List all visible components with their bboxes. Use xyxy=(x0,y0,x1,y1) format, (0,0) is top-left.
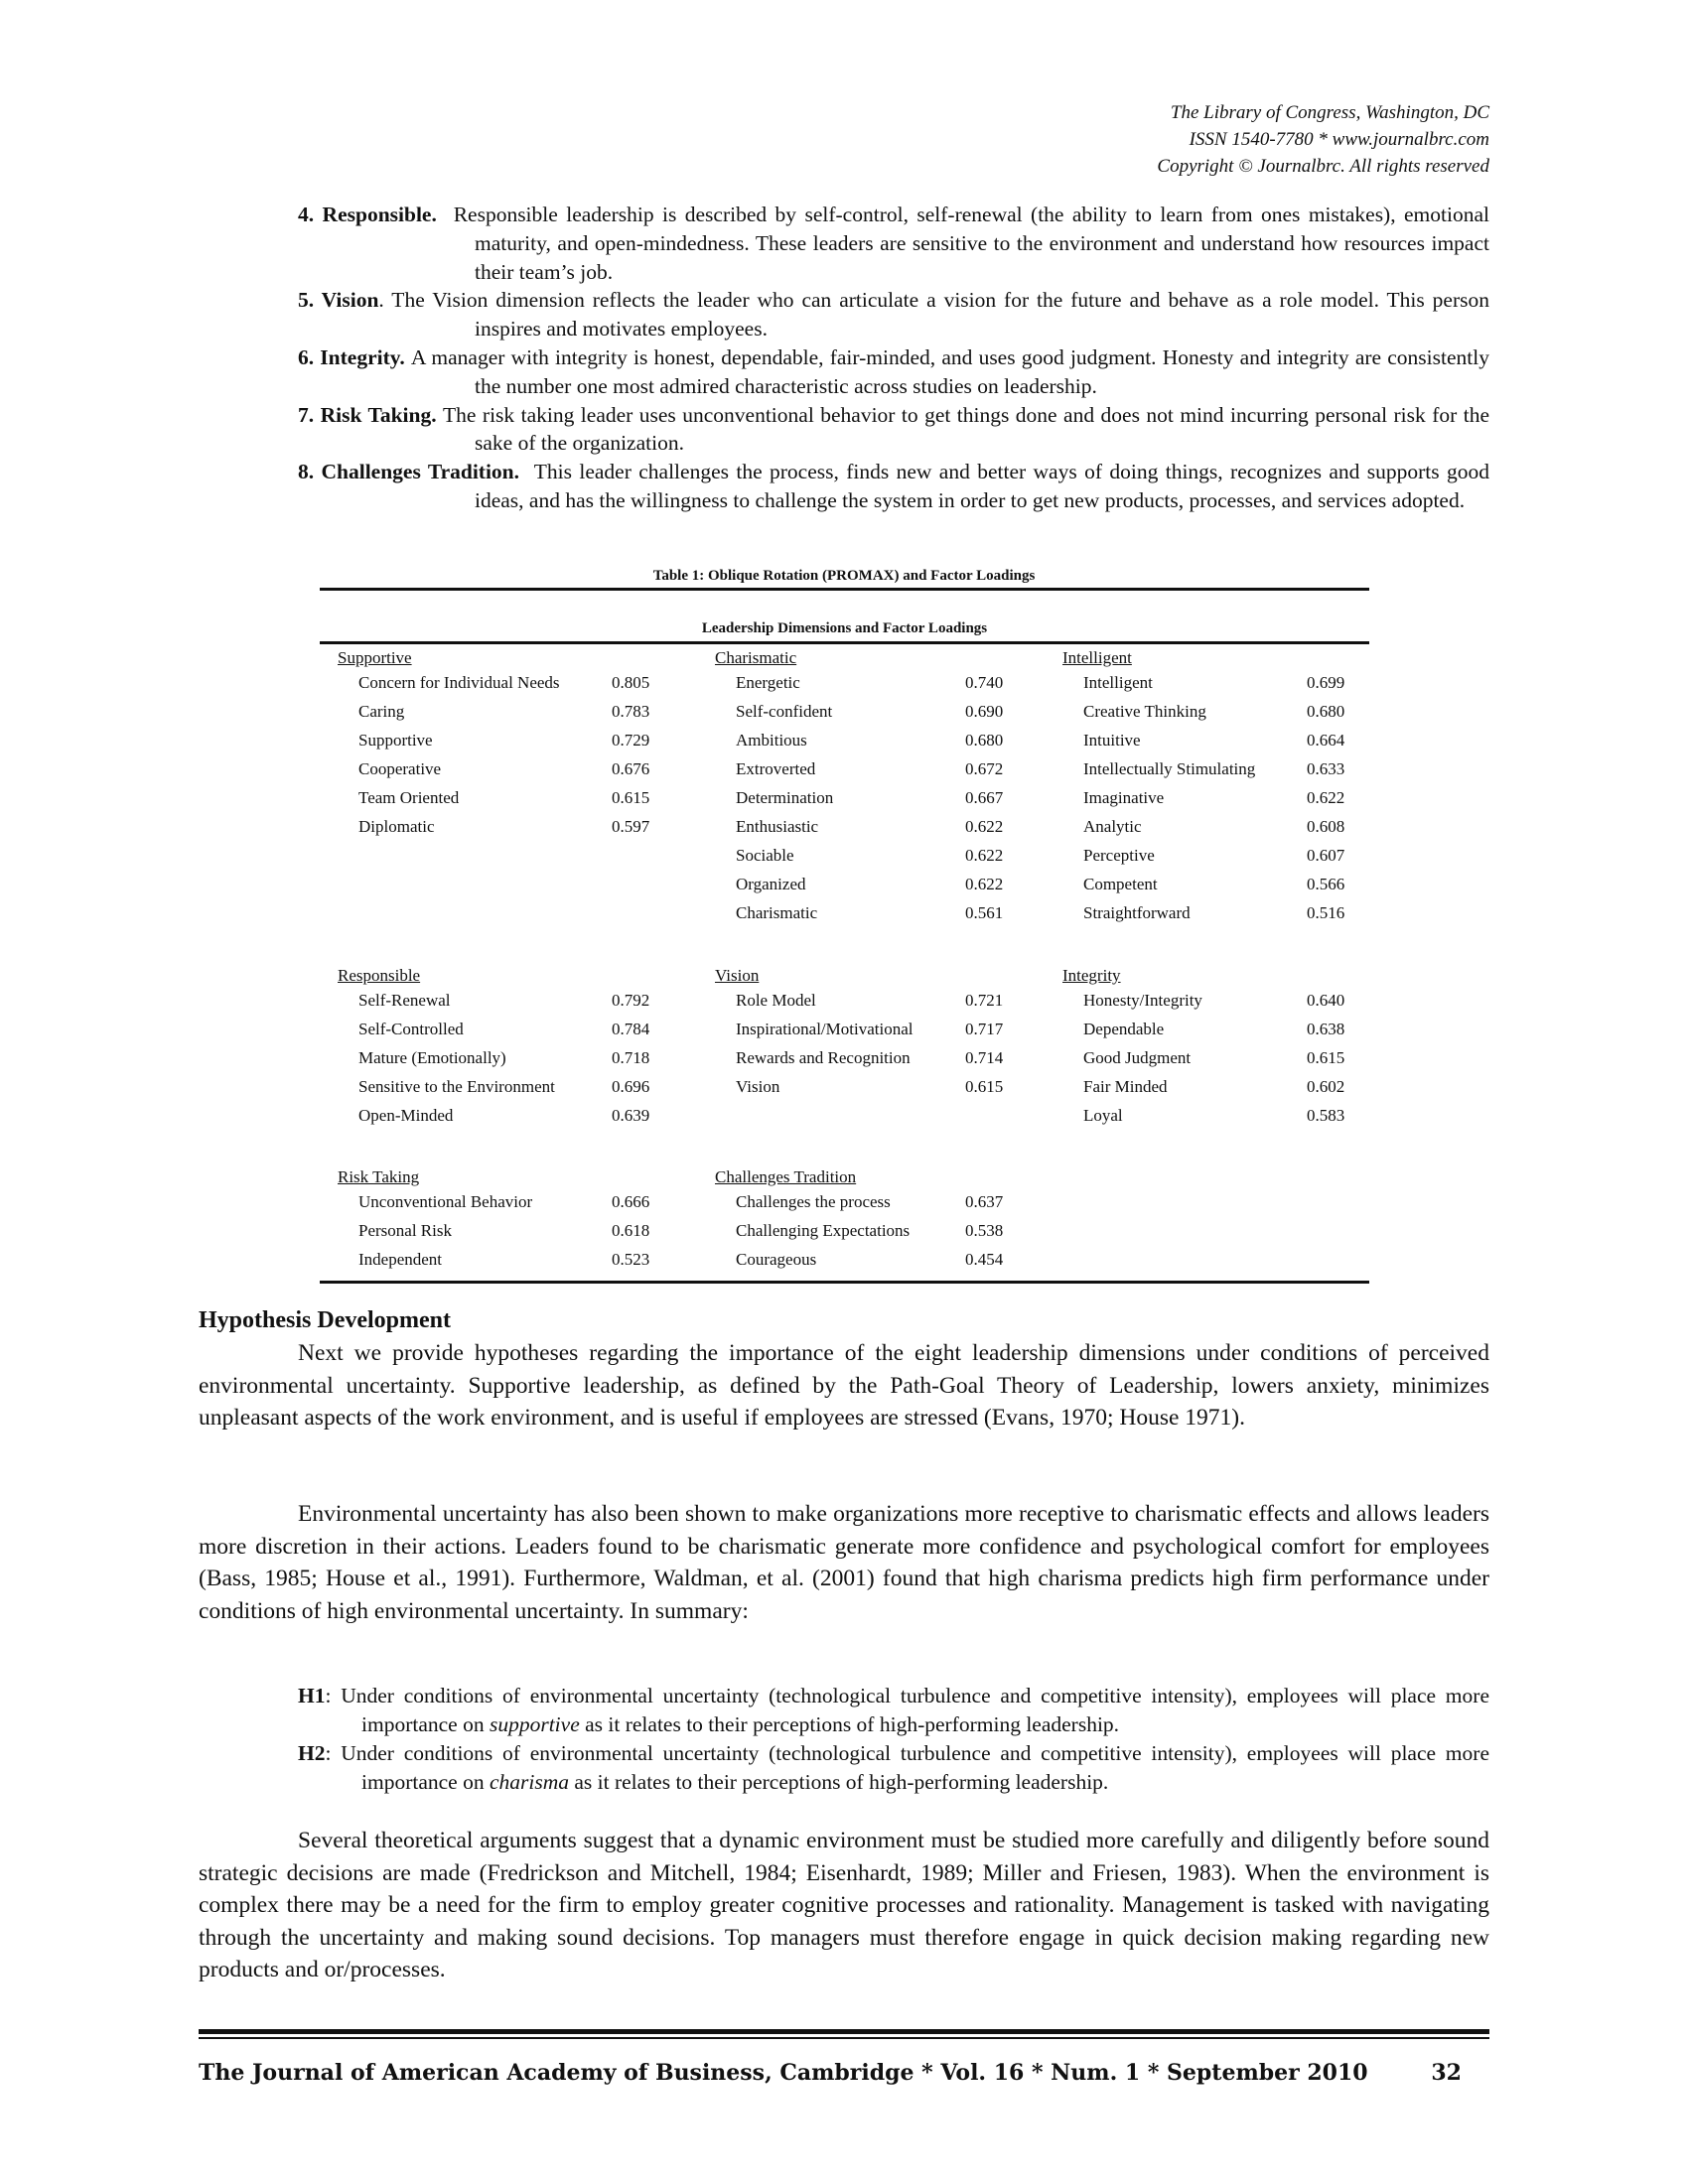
item-loading: 0.618 xyxy=(612,1221,650,1240)
factor-column-vision xyxy=(715,966,1053,1101)
table-row xyxy=(1062,841,1360,870)
factor-heading: Responsible xyxy=(338,966,421,985)
table-row xyxy=(1062,870,1360,898)
footer-rule-thin xyxy=(199,2037,1489,2039)
dimension-definitions-list xyxy=(298,201,1489,515)
item-loading: 0.516 xyxy=(1307,903,1345,922)
item-loading: 0.583 xyxy=(1307,1106,1345,1125)
factor-column-challenges-tradition xyxy=(715,1167,1053,1274)
list-term: 8. Challenges Tradition. xyxy=(298,460,520,484)
item-loading: 0.566 xyxy=(1307,875,1345,893)
factor-heading: Integrity xyxy=(1062,966,1121,985)
item-label: Concern for Individual Needs xyxy=(358,673,560,692)
item-loading: 0.805 xyxy=(612,673,650,692)
list-item-responsible xyxy=(298,201,1489,286)
table-row xyxy=(715,1245,1053,1274)
table-row xyxy=(715,898,1053,927)
table-row xyxy=(338,1101,675,1130)
item-loading: 0.637 xyxy=(965,1192,1004,1211)
item-loading: 0.680 xyxy=(965,731,1004,750)
table-row xyxy=(715,754,1053,783)
body-paragraph-3: Several theoretical arguments suggest that a dynamic environment must be studied more carefully and diligently before sound strategic decisions are made (Fredrickson and Mitchell, 1984; Eisenhardt, 1989; Miller and Friesen, 1983). When the environment is complex there may be a need for the firm to employ greater cognitive processes and rationality. Management is tasked with navigating through the uncertainty and making sound decisions. Top managers must therefore engage in quick decision making regarding new products and or/processes. xyxy=(199,1828,1489,1982)
page-number: 32 xyxy=(1431,2060,1462,2086)
hypothesis-text: as it relates to their perceptions of high-performing leadership. xyxy=(569,1769,1109,1794)
item-loading: 0.454 xyxy=(965,1250,1004,1269)
item-label: Inspirational/Motivational xyxy=(736,1020,914,1038)
table-row xyxy=(338,1043,675,1072)
running-header xyxy=(894,99,1489,180)
item-label: Extroverted xyxy=(736,759,816,778)
table-row xyxy=(715,1187,1053,1216)
factor-column-responsible xyxy=(338,966,675,1130)
hypothesis-text: : Under conditions of environmental uncertainty (technological turbulence and competitive intensity), employees will place more importance on xyxy=(325,1684,1489,1736)
table-header-rule xyxy=(320,641,1369,644)
item-label: Intuitive xyxy=(1083,731,1141,750)
table-row xyxy=(338,812,675,841)
hypothesis-label: H1 xyxy=(298,1684,326,1707)
item-label: Caring xyxy=(358,702,405,721)
table-row xyxy=(715,986,1053,1015)
item-loading: 0.783 xyxy=(612,702,650,721)
factor-column-charismatic xyxy=(715,648,1053,927)
item-label: Intelligent xyxy=(1083,673,1153,692)
item-label: Competent xyxy=(1083,875,1158,893)
table-row xyxy=(338,1216,675,1245)
item-label: Diplomatic xyxy=(358,817,435,836)
table-row xyxy=(338,1072,675,1101)
item-label: Team Oriented xyxy=(358,788,460,807)
item-loading: 0.561 xyxy=(965,903,1004,922)
item-loading: 0.792 xyxy=(612,991,650,1010)
item-loading: 0.538 xyxy=(965,1221,1004,1240)
table-row xyxy=(338,726,675,754)
table-row xyxy=(338,1187,675,1216)
table-row xyxy=(338,1245,675,1274)
item-label: Self-confident xyxy=(736,702,833,721)
table-row xyxy=(338,783,675,812)
item-loading: 0.717 xyxy=(965,1020,1004,1038)
list-term: 5. Vision xyxy=(298,288,379,313)
table-title: Table 1: Oblique Rotation (PROMAX) and Factor Loadings xyxy=(652,568,1036,584)
table-row xyxy=(715,870,1053,898)
item-loading: 0.667 xyxy=(965,788,1004,807)
item-label: Self-Controlled xyxy=(358,1020,464,1038)
list-text: The risk taking leader uses unconventional behavior to get things done and does not mind incurring personal risk for the sake of the organization. xyxy=(443,402,1489,456)
list-item-risk-taking xyxy=(298,401,1489,459)
factor-heading: Charismatic xyxy=(715,648,797,667)
item-label: Courageous xyxy=(736,1250,817,1269)
footer-rule-thick xyxy=(199,2029,1489,2034)
item-label: Challenges the process xyxy=(736,1192,891,1211)
item-label: Straightforward xyxy=(1083,903,1191,922)
factor-column-integrity xyxy=(1062,966,1360,1130)
table-row xyxy=(1062,726,1360,754)
item-label: Fair Minded xyxy=(1083,1077,1168,1096)
item-loading: 0.607 xyxy=(1307,846,1345,865)
table-row xyxy=(1062,1072,1360,1101)
hypothesis-label: H2 xyxy=(298,1741,326,1765)
item-label: Sociable xyxy=(736,846,794,865)
item-label: Energetic xyxy=(736,673,800,692)
item-label: Rewards and Recognition xyxy=(736,1048,911,1067)
item-label: Dependable xyxy=(1083,1020,1165,1038)
list-item-vision xyxy=(298,286,1489,343)
factor-heading: Intelligent xyxy=(1062,648,1132,667)
table-row xyxy=(338,754,675,783)
item-label: Imaginative xyxy=(1083,788,1165,807)
item-loading: 0.714 xyxy=(965,1048,1004,1067)
item-loading: 0.602 xyxy=(1307,1077,1345,1096)
table-row xyxy=(1062,1015,1360,1043)
factor-heading: Supportive xyxy=(338,648,412,667)
item-label: Good Judgment xyxy=(1083,1048,1192,1067)
item-loading: 0.615 xyxy=(612,788,650,807)
item-label: Vision xyxy=(736,1077,780,1096)
item-loading: 0.608 xyxy=(1307,817,1345,836)
table-subheading: Leadership Dimensions and Factor Loadings xyxy=(701,620,988,636)
item-label: Sensitive to the Environment xyxy=(358,1077,555,1096)
item-loading: 0.718 xyxy=(612,1048,650,1067)
item-loading: 0.615 xyxy=(965,1077,1004,1096)
item-loading: 0.672 xyxy=(965,759,1004,778)
item-loading: 0.639 xyxy=(612,1106,650,1125)
table-row xyxy=(338,1015,675,1043)
list-text: A manager with integrity is honest, dependable, fair-minded, and uses good judgment. Honesty and integrity are consistently the number one most admired characteristic across studies on leadership. xyxy=(410,344,1489,398)
item-loading: 0.664 xyxy=(1307,731,1345,750)
list-term: 6. Integrity. xyxy=(298,344,405,369)
table-row xyxy=(715,841,1053,870)
list-text: . The Vision dimension reflects the leader who can articulate a vision for the future and behave as a role model. This person inspires and motivates employees. xyxy=(378,288,1489,341)
item-loading: 0.680 xyxy=(1307,702,1345,721)
item-loading: 0.699 xyxy=(1307,673,1345,692)
list-term: 4. Responsible. xyxy=(298,203,437,226)
table-row xyxy=(1062,898,1360,927)
table-row xyxy=(1062,1101,1360,1130)
item-label: Independent xyxy=(358,1250,443,1269)
table-row xyxy=(1062,783,1360,812)
table-row xyxy=(715,812,1053,841)
journal-citation: The Journal of American Academy of Business, Cambridge * Vol. 16 * Num. 1 * September 2010 xyxy=(199,2060,1368,2086)
item-loading: 0.622 xyxy=(965,817,1004,836)
item-loading: 0.622 xyxy=(965,875,1004,893)
table-top-rule xyxy=(320,588,1369,591)
item-loading: 0.676 xyxy=(612,759,650,778)
factor-column-intelligent xyxy=(1062,648,1360,927)
item-loading: 0.740 xyxy=(965,673,1004,692)
item-label: Challenging Expectations xyxy=(736,1221,911,1240)
hypothesis-emphasis: supportive xyxy=(489,1711,580,1736)
item-label: Unconventional Behavior xyxy=(358,1192,533,1211)
list-item-challenges-tradition xyxy=(298,458,1489,515)
item-loading: 0.696 xyxy=(612,1077,650,1096)
body-paragraph-1: Next we provide hypotheses regarding the importance of the eight leadership dimensions under conditions of perceived environmental uncertainty. Supportive leadership, as defined by the Path-Goal Theory of Leadership, lowers anxiety, minimizes unpleasant aspects of the work environment, and is useful if employees are stressed (Evans, 1970; House 1971). xyxy=(199,1340,1489,1431)
item-loading: 0.640 xyxy=(1307,991,1345,1010)
item-loading: 0.523 xyxy=(612,1250,650,1269)
table-row xyxy=(1062,754,1360,783)
table-row xyxy=(1062,668,1360,697)
hypothesis-h2 xyxy=(298,1739,1489,1797)
table-row xyxy=(715,1072,1053,1101)
item-label: Supportive xyxy=(358,731,433,750)
table-row xyxy=(1062,986,1360,1015)
table-row xyxy=(715,726,1053,754)
item-loading: 0.638 xyxy=(1307,1020,1345,1038)
header-line-2: ISSN 1540-7780 * www.journalbrc.com xyxy=(1189,129,1489,150)
item-label: Charismatic xyxy=(736,903,818,922)
item-label: Creative Thinking xyxy=(1083,702,1206,721)
list-text: Responsible leadership is described by self-control, self-renewal (the ability to learn from ones mistakes), emotional maturity, and open-mindedness. These leaders are sensitive to the environment and understand how resources impact their team’s job. xyxy=(453,203,1489,284)
table-section-2 xyxy=(320,966,1369,1145)
factor-heading: Risk Taking xyxy=(338,1167,420,1186)
list-text: This leader challenges the process, finds new and better ways of doing things, recognizes and supports good ideas, and has the willingness to challenge the system in order to get new products, processes, and services adopted. xyxy=(475,460,1489,512)
item-loading: 0.784 xyxy=(612,1020,650,1038)
table-row xyxy=(715,668,1053,697)
table-row xyxy=(1062,1043,1360,1072)
hypothesis-text: : Under conditions of environmental uncertainty (technological turbulence and competitive intensity), employees will place more importance on xyxy=(325,1741,1489,1794)
factor-heading: Challenges Tradition xyxy=(715,1167,857,1186)
item-loading: 0.597 xyxy=(612,817,650,836)
item-loading: 0.622 xyxy=(1307,788,1345,807)
table-section-3 xyxy=(320,1167,1369,1282)
item-label: Loyal xyxy=(1083,1106,1123,1125)
list-item-integrity xyxy=(298,343,1489,401)
item-label: Determination xyxy=(736,788,834,807)
table-bottom-rule xyxy=(320,1281,1369,1284)
item-loading: 0.721 xyxy=(965,991,1004,1010)
item-label: Personal Risk xyxy=(358,1221,452,1240)
running-footer xyxy=(199,2060,1489,2086)
item-loading: 0.633 xyxy=(1307,759,1345,778)
item-label: Organized xyxy=(736,875,806,893)
table-row xyxy=(715,783,1053,812)
factor-heading: Vision xyxy=(715,966,760,985)
item-label: Self-Renewal xyxy=(358,991,451,1010)
table-row xyxy=(715,1043,1053,1072)
item-loading: 0.622 xyxy=(965,846,1004,865)
hypothesis-h1 xyxy=(298,1682,1489,1739)
item-label: Ambitious xyxy=(736,731,807,750)
table-row xyxy=(1062,697,1360,726)
body-paragraph-2: Environmental uncertainty has also been shown to make organizations more receptive to charismatic effects and allows leaders more discretion in their actions. Leaders found to be charismatic generate more confidence and psychological comfort for employees (Bass, 1985; House et al., 1991). Furthermore, Waldman, et al. (2001) found that high charisma predicts high firm performance under conditions of high environmental uncertainty. In summary: xyxy=(199,1501,1489,1624)
section-heading: Hypothesis Development xyxy=(199,1307,451,1333)
table-section-1 xyxy=(320,648,1369,936)
item-label: Role Model xyxy=(736,991,816,1010)
item-label: Intellectually Stimulating xyxy=(1083,759,1256,778)
item-label: Mature (Emotionally) xyxy=(358,1048,506,1067)
table-row xyxy=(338,697,675,726)
header-line-3: Copyright © Journalbrc. All rights reserved xyxy=(1157,156,1489,177)
table-row xyxy=(338,668,675,697)
factor-column-supportive xyxy=(338,648,675,841)
item-label: Open-Minded xyxy=(358,1106,454,1125)
hypothesis-emphasis: charisma xyxy=(489,1769,569,1794)
table-row xyxy=(715,1216,1053,1245)
item-loading: 0.615 xyxy=(1307,1048,1345,1067)
item-label: Perceptive xyxy=(1083,846,1155,865)
item-label: Enthusiastic xyxy=(736,817,819,836)
header-line-1: The Library of Congress, Washington, DC xyxy=(1170,102,1489,123)
list-term: 7. Risk Taking. xyxy=(298,402,437,427)
table-row xyxy=(715,1015,1053,1043)
item-label: Analytic xyxy=(1083,817,1142,836)
hypothesis-text: as it relates to their perceptions of high-performing leadership. xyxy=(579,1711,1120,1736)
table-row xyxy=(715,697,1053,726)
item-label: Honesty/Integrity xyxy=(1083,991,1202,1010)
table-row xyxy=(338,986,675,1015)
table-row xyxy=(1062,812,1360,841)
item-label: Cooperative xyxy=(358,759,442,778)
factor-column-risk-taking xyxy=(338,1167,675,1274)
item-loading: 0.690 xyxy=(965,702,1004,721)
item-loading: 0.729 xyxy=(612,731,650,750)
item-loading: 0.666 xyxy=(612,1192,650,1211)
